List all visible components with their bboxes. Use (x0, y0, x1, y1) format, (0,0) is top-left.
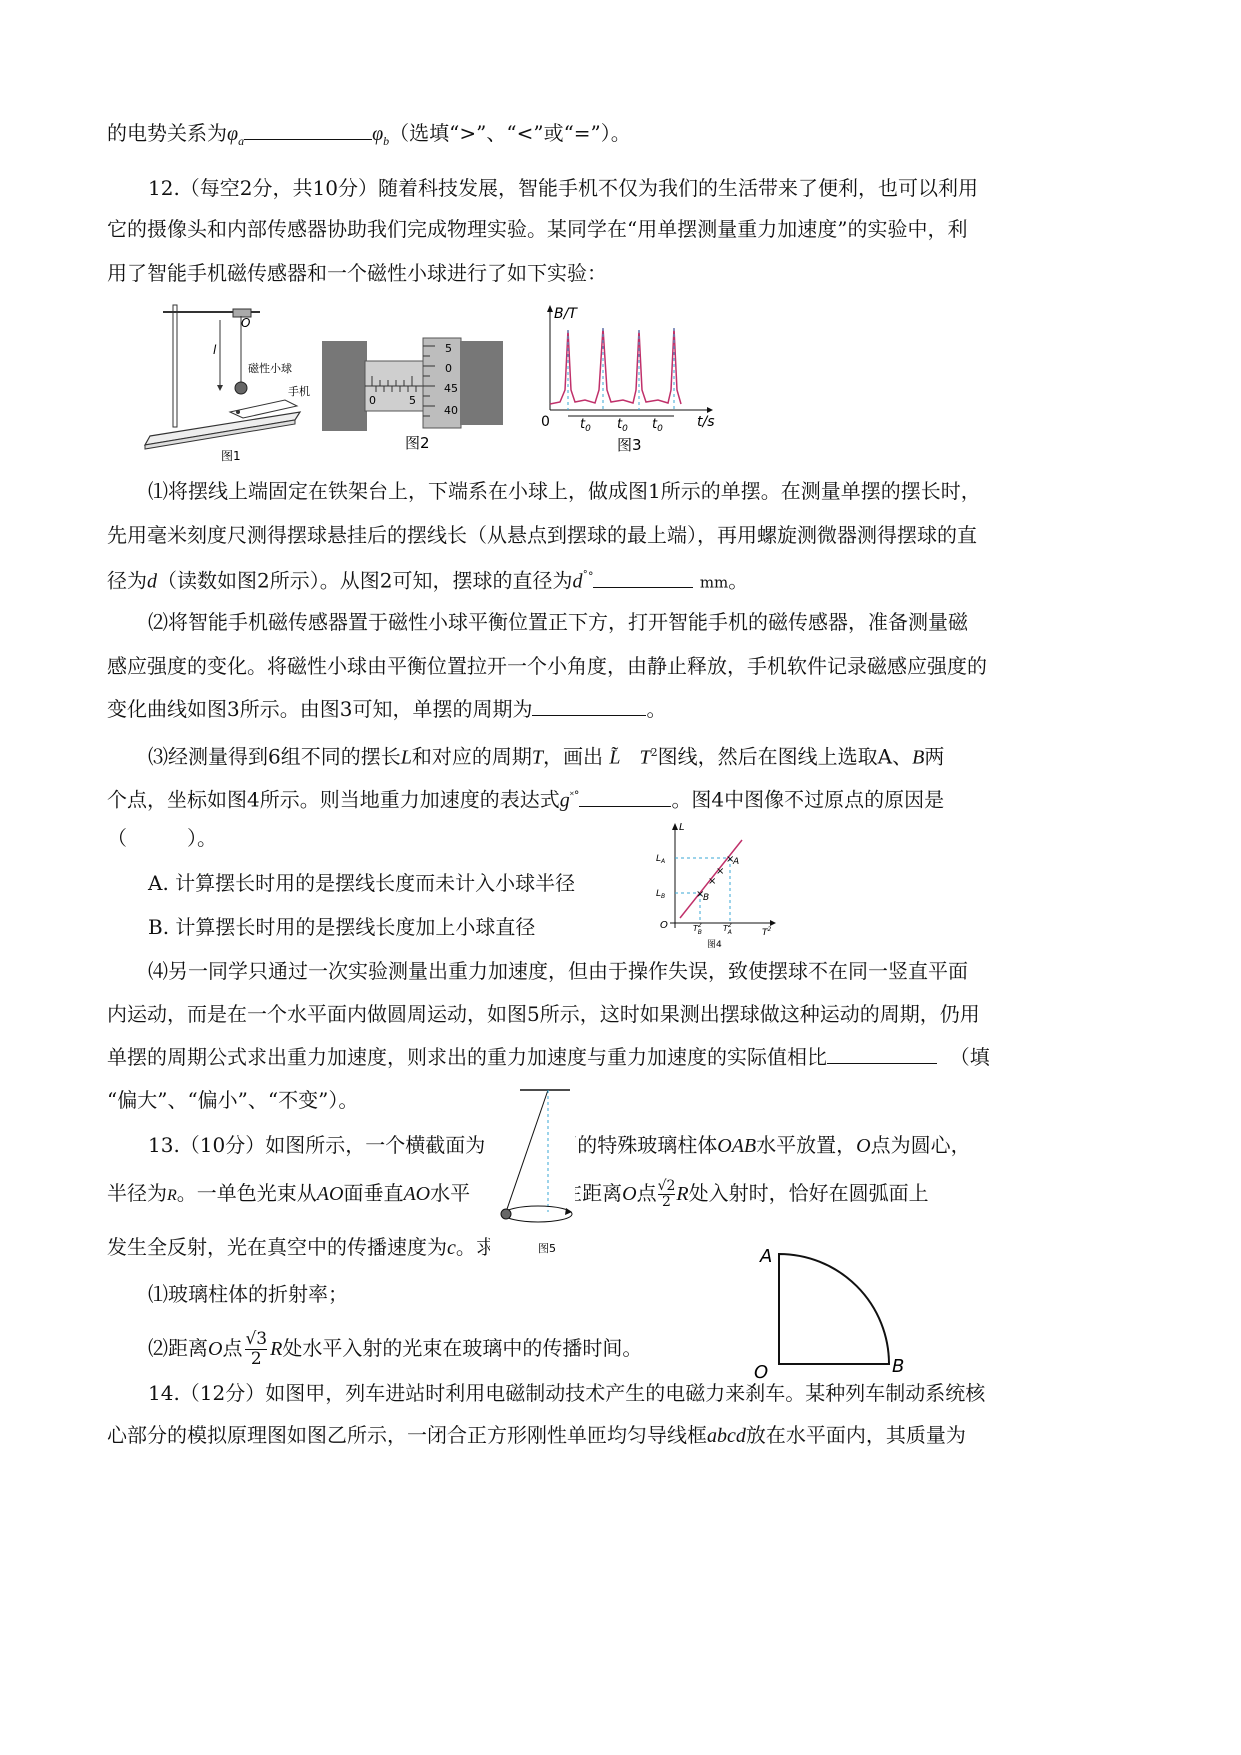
q13-fig-O: O (754, 1362, 769, 1383)
p4-l3b: （填 (949, 1045, 990, 1069)
q13-fraction (658, 1179, 676, 1210)
q13-fig-A: A (760, 1246, 773, 1267)
fig1-l: l (213, 343, 217, 357)
p1-end: 。 (728, 568, 749, 593)
fig3-t0-2: $t_0$ (617, 417, 628, 434)
q13-fig-B: B (892, 1356, 905, 1377)
q13-l1a: 13.（10分）如图所示，一个横截面为 (148, 1133, 486, 1157)
p3-sup: 2 (650, 746, 658, 759)
q13-l3a: 发生全反射，光在真空中的传播速度为 (107, 1235, 447, 1259)
fig1-pendulum (145, 300, 310, 465)
q11-suffix: （选填“>”、“<”或“=”）。 (389, 121, 631, 145)
q13-AO2: AO (403, 1183, 431, 1205)
fig4-LA: $L_A$ (656, 854, 666, 865)
fig3-ylabel: B/T (554, 306, 577, 322)
p2-l3-text: 变化曲线如图3所示。由图3可知，单摆的周期为 (107, 697, 533, 721)
p1-d: d (147, 570, 157, 593)
p1-d2: d (572, 570, 583, 593)
q13-l1d: 点为圆心， (870, 1133, 971, 1157)
q13-O2: O (622, 1183, 637, 1205)
fig3-origin: 0 (541, 414, 550, 430)
p4-l3-text: 单摆的周期公式求出重力加速度，则求出的重力加速度与重力加速度的实际值相比 (107, 1045, 827, 1069)
q12-line3: 用了智能手机磁传感器和一个磁性小球进行了如下实验： (107, 261, 607, 285)
p3-l1c: ，画出 (542, 744, 603, 769)
q13-AO: AO (316, 1183, 344, 1205)
p1-l3b: （读数如图2所示）。从图2可知，摆球的直径为 (157, 568, 573, 593)
p4-l1: ⑷另一同学只通过一次实验测量出重力加速度，但由于操作失误，致使摆球不在同一竖直平面 (148, 959, 968, 983)
q13-c: c (447, 1237, 456, 1259)
fig2-main-5: 5 (409, 394, 416, 407)
p3-eq: ˟° (569, 789, 580, 802)
q13-l2c: 面垂直 (343, 1181, 404, 1205)
q13-l2g: 处入射时，恰好在圆弧面上 (688, 1181, 929, 1205)
p1-eq: ˚° (582, 570, 594, 583)
p2-l1: ⑵将智能手机磁传感器置于磁性小球平衡位置正下方，打开智能手机的磁传感器，准备测量磁 (148, 610, 968, 634)
p3-l1a: ⑶经测量得到6组不同的摆长 (148, 744, 401, 769)
fig3-xlabel: t/s (697, 414, 715, 430)
fig3-caption: 图3 (617, 436, 642, 454)
q14-l2 (107, 1420, 966, 1451)
q11-tail-line (107, 118, 631, 156)
fig4-LB: $L_B$ (656, 889, 666, 900)
q13-s2-fraction (245, 1330, 267, 1369)
q11-text: 的电势关系为 (107, 121, 227, 145)
fig4-O: O (660, 920, 668, 931)
q13-R2: R (676, 1183, 689, 1205)
p3-l2b: 。图4中图像不过原点的原因是 (671, 787, 945, 812)
q13-frac-num: √2 (657, 1178, 676, 1194)
p3-l2 (107, 781, 944, 816)
q13-s2b: 点 (222, 1336, 243, 1360)
p4-l3 (107, 1042, 990, 1072)
q14-abcd: abcd (707, 1425, 746, 1447)
p3-T: T (531, 746, 543, 769)
phi-b-sub: b (383, 134, 390, 148)
svg-text:×: × (708, 876, 717, 887)
q13-s2R: R (270, 1338, 283, 1360)
p3-l1d: 图线，然后在图线上选取A、 (657, 744, 913, 769)
q13-s2c: 处水平入射的光束在玻璃中的传播时间。 (282, 1336, 643, 1360)
q13-l2f: 点 (636, 1181, 657, 1205)
q13-l2d: 水平 (430, 1181, 471, 1205)
fig4-T2: $T^2$ (762, 926, 772, 938)
blank-period[interactable] (532, 697, 646, 716)
fig4-caption: 图4 (707, 940, 722, 950)
fig5-caption: 图5 (538, 1242, 556, 1255)
fig4-TB: $T^2$ B (693, 922, 702, 936)
fig1-o: O (241, 316, 251, 330)
p3-Lt: L̃ (609, 746, 621, 769)
q13-l2a: 半径为 (107, 1181, 167, 1205)
p3-l1e: 两 (924, 744, 945, 769)
fig2-micrometer (320, 336, 505, 456)
q13-l1c: 水平放置， (756, 1133, 857, 1157)
fig1-phone-label: 手机 (288, 385, 310, 398)
p3-T2: T (639, 746, 651, 769)
p2-end: 。 (646, 697, 667, 721)
fig1-caption: 图1 (221, 449, 241, 463)
q13-OAB: OAB (717, 1135, 757, 1157)
q13-s2O: O (208, 1338, 223, 1360)
q14-l2a: 心部分的模拟原理图如图乙所示，一闭合正方形刚性单匝均匀导线框 (107, 1423, 707, 1447)
fig4-TA: $T^2$ A (723, 922, 732, 936)
p1-l2: 先用毫米刻度尺测得摆球悬挂后的摆线长（从悬点到摆球的最上端），再用螺旋测微器测得摆球的直 (107, 523, 977, 547)
q12-line2: 它的摄像头和内部传感器协助我们完成物理实验。某同学在“用单摆测量重力加速度”的实验中，利 (107, 217, 968, 241)
p3-B: B (912, 746, 925, 769)
p4-l2: 内运动，而是在一个水平面内做圆周运动，如图5所示，这时如果测出摆球做这种运动的周期，仍用 (107, 1002, 980, 1026)
svg-text:×: × (696, 889, 705, 900)
p1-unit: mm (699, 573, 729, 592)
blank-diameter[interactable] (593, 569, 693, 588)
svg-text:×: × (716, 866, 725, 877)
option-a[interactable]: A. 计算摆长时用的是摆线长度而未计入小球半径 (148, 871, 576, 895)
fig4-A: A (733, 857, 740, 867)
phi-a: φ (227, 123, 239, 145)
fig4-L: L (679, 822, 685, 833)
blank-compare[interactable] (827, 1045, 937, 1064)
fig3-t0-1: $t_0$ (580, 417, 591, 434)
phi-a-sub: a (238, 134, 245, 148)
q13-quarter-circle-figure (752, 1242, 922, 1382)
q13-s2 (148, 1330, 642, 1369)
q13-s1: ⑴玻璃柱体的折射率； (148, 1282, 348, 1306)
fig2-45: 45 (444, 382, 458, 395)
p4-l4: “偏大”、“偏小”、“不变”）。 (107, 1088, 359, 1112)
fig2-40: 40 (444, 404, 458, 417)
q13-l2e: 光束在距离 (522, 1181, 623, 1205)
fig4-l-t2-graph (650, 818, 790, 953)
fig5-conical-pendulum (490, 1082, 575, 1257)
p3-l3[interactable]: （ ）。 (107, 826, 217, 850)
q13-s2-den: 2 (250, 1349, 262, 1369)
q14-l2b: 放在水平面内，其质量为 (745, 1423, 966, 1447)
option-b[interactable]: B. 计算摆长时用的是摆线长度加上小球直径 (148, 915, 536, 939)
fig3-t0-3: $t_0$ (652, 417, 663, 434)
fig4-B: B (703, 893, 710, 903)
svg-text:×: × (726, 854, 735, 865)
fig2-caption: 图2 (405, 434, 430, 452)
p3-l1 (148, 738, 944, 773)
q13-frac-den: 2 (662, 1194, 671, 1210)
p2-l2: 感应强度的变化。将磁性小球由平衡位置拉开一个小角度，由静止释放，手机软件记录磁感应强度的 (107, 654, 987, 678)
q13-l3 (107, 1232, 496, 1263)
q12-head: 12.（每空2分，共10分）随着科技发展，智能手机不仅为我们的生活带来了便利，也可以利用 (148, 176, 978, 200)
p3-g: g (559, 789, 570, 812)
p2-l3 (107, 694, 666, 724)
blank-q11[interactable] (244, 121, 372, 140)
fig1-ball-label: 磁性小球 (248, 362, 292, 375)
phi-b: φ (372, 123, 384, 145)
p1-l3a: 径为 (107, 568, 147, 593)
p3-L: L (400, 746, 412, 769)
q13-l1b: 圆的特殊玻璃柱体 (557, 1133, 718, 1157)
p1-l1: ⑴将摆线上端固定在铁架台上，下端系在小球上，做成图1所示的单摆。在测量单摆的摆长时， (148, 479, 981, 503)
fig2-main-0: 0 (369, 394, 376, 407)
p3-l2a: 个点，坐标如图4所示。则当地重力加速度的表达式 (107, 787, 560, 812)
fig2-5-top: 5 (445, 342, 452, 355)
q13-O: O (856, 1135, 871, 1157)
q14-l1: 14.（12分）如图甲，列车进站时利用电磁制动技术产生的电磁力来刹车。某种列车制动系统核 (148, 1381, 986, 1405)
fig3-b-t-graph (535, 300, 720, 460)
q13-s2-num: √3 (245, 1329, 268, 1349)
q13-R: R (167, 1187, 177, 1204)
fig2-0: 0 (445, 362, 452, 375)
p3-l1b: 和对应的周期 (411, 744, 532, 769)
q13-l3b: 。求 (455, 1235, 496, 1259)
blank-g-expr[interactable] (579, 788, 671, 807)
p1-l3 (107, 562, 748, 598)
q13-s2a: ⑵距离 (148, 1336, 208, 1360)
q13-l2b: 。一单色光束从 (176, 1181, 317, 1205)
